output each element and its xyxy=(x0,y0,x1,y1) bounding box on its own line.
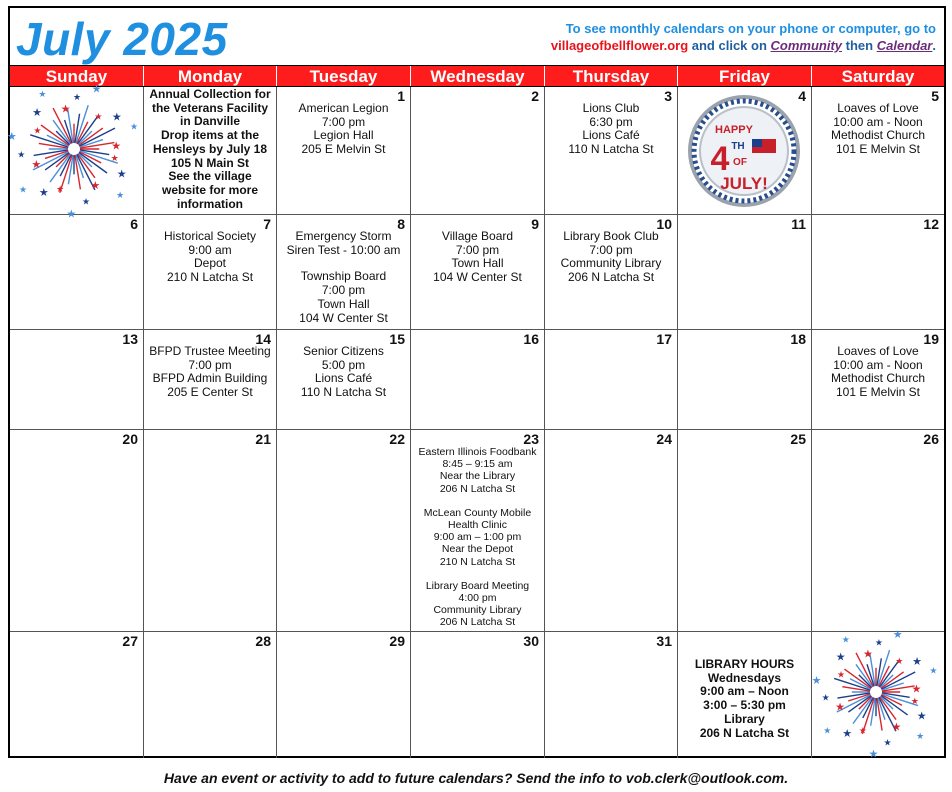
day-number: 21 xyxy=(255,431,271,447)
event-line: 110 N Latcha St xyxy=(300,385,387,400)
event-line: Loaves of Love xyxy=(837,101,919,115)
day-number: 28 xyxy=(255,633,271,649)
event-line: 104 W Center St xyxy=(299,310,388,325)
week-row xyxy=(10,430,944,632)
event-details xyxy=(146,230,274,285)
day-number: 17 xyxy=(656,331,672,347)
svg-text:★: ★ xyxy=(836,670,846,681)
event-line: 6:30 pm xyxy=(589,114,633,129)
fourth-of-july-badge xyxy=(686,93,802,214)
empty-cell xyxy=(144,87,277,214)
event-line: 206 N Latcha St xyxy=(439,482,516,495)
event-line: 9:00 am xyxy=(188,242,232,257)
empty-cell xyxy=(811,627,944,761)
svg-text:★: ★ xyxy=(91,82,102,96)
event-line: Loaves of Love xyxy=(837,344,919,358)
event-line: Annual Collection for xyxy=(149,87,271,101)
day-cell-21 xyxy=(144,430,277,631)
event-line: Depot xyxy=(193,256,227,271)
fireworks-icon xyxy=(6,82,140,221)
day-number: 25 xyxy=(790,431,806,447)
svg-text:★: ★ xyxy=(891,720,902,734)
day-number: 8 xyxy=(397,216,405,232)
weekday-wednesday: Wednesday xyxy=(411,66,545,86)
note-period: . xyxy=(932,38,936,53)
event-line: Township Board xyxy=(300,269,387,284)
event-line: 7:00 pm xyxy=(455,242,500,257)
day-number: 27 xyxy=(122,633,138,649)
day-number: 2 xyxy=(531,88,539,104)
svg-text:★: ★ xyxy=(892,627,903,641)
event-line: Methodist Church xyxy=(830,128,926,143)
event-line: 4:00 pm xyxy=(458,592,497,605)
svg-text:★: ★ xyxy=(835,700,845,714)
day-cell-12 xyxy=(812,215,944,329)
svg-text:★: ★ xyxy=(111,110,122,124)
svg-text:★: ★ xyxy=(90,179,101,193)
day-number: 7 xyxy=(263,216,271,232)
svg-text:★: ★ xyxy=(858,726,867,737)
event-details xyxy=(547,102,675,157)
event-line: Community Library xyxy=(433,604,522,617)
svg-text:★: ★ xyxy=(31,158,42,172)
event-line: Lions Club xyxy=(582,101,640,115)
day-number: 1 xyxy=(397,88,405,104)
day-number: 13 xyxy=(122,331,138,347)
event-line: 7:00 pm xyxy=(188,357,232,372)
weekday-monday: Monday xyxy=(144,66,277,86)
badge-july: JULY! xyxy=(720,174,768,193)
day-number: 4 xyxy=(798,88,806,104)
day-cell-17 xyxy=(545,330,678,429)
day-cell-31 xyxy=(545,632,678,758)
event-line: 9:00 am – 1:00 pm xyxy=(433,531,522,544)
day-number: 30 xyxy=(523,633,539,649)
event-line: Wednesdays xyxy=(707,670,782,685)
day-cell-15 xyxy=(277,330,411,429)
day-number: 14 xyxy=(255,331,271,347)
svg-text:★: ★ xyxy=(823,726,832,737)
event-line: Library Board Meeting xyxy=(425,579,530,592)
event-line: website for more xyxy=(161,182,259,197)
event-line: 5:00 pm xyxy=(321,357,366,372)
event-details xyxy=(680,658,809,740)
note-then: then xyxy=(845,38,874,53)
event-line: Lions Café xyxy=(314,371,373,386)
day-number: 10 xyxy=(656,216,672,232)
svg-text:★: ★ xyxy=(911,682,922,696)
badge-happy: HAPPY xyxy=(715,124,753,136)
day-cell-3 xyxy=(545,87,678,214)
note-and: and click on xyxy=(691,38,767,53)
event-line: Siren Test - 10:00 am xyxy=(286,242,401,257)
day-cell-28 xyxy=(144,632,277,758)
weekday-tuesday: Tuesday xyxy=(277,66,411,86)
event-line: 105 N Main St xyxy=(170,155,250,170)
week-row xyxy=(10,627,944,761)
svg-text:★: ★ xyxy=(38,89,47,100)
svg-text:★: ★ xyxy=(111,139,122,153)
event-line: Village Board xyxy=(441,229,514,243)
day-number: 20 xyxy=(122,431,138,447)
badge-four: 4 xyxy=(710,140,730,178)
day-cell-29 xyxy=(277,632,411,758)
calendar-header xyxy=(10,8,944,65)
event-line: Town Hall xyxy=(317,296,370,311)
event-line: in Danville xyxy=(179,114,241,129)
week-row xyxy=(10,330,944,430)
event-line: 10:00 am - Noon xyxy=(833,114,923,129)
event-spacer xyxy=(413,568,542,580)
weekday-friday: Friday xyxy=(678,66,812,86)
empty-cell xyxy=(6,82,144,221)
event-line: 10:00 am - Noon xyxy=(833,357,923,372)
day-cell-27 xyxy=(10,632,144,758)
event-details xyxy=(279,102,408,157)
svg-text:★: ★ xyxy=(38,185,49,199)
svg-text:★: ★ xyxy=(81,197,91,208)
day-cell-18 xyxy=(678,330,812,429)
event-details xyxy=(146,345,274,400)
event-line: the Veterans Facility xyxy=(151,100,269,115)
svg-text:★: ★ xyxy=(842,726,853,740)
day-cell-16 xyxy=(411,330,545,429)
event-line: Community Library xyxy=(560,256,662,271)
day-number: 5 xyxy=(931,88,939,104)
svg-text:★: ★ xyxy=(56,184,65,195)
svg-text:★: ★ xyxy=(60,102,71,116)
weekday-thursday: Thursday xyxy=(545,66,678,86)
event-line: Near the Depot xyxy=(441,543,514,556)
svg-text:★: ★ xyxy=(841,635,850,646)
day-cell-8 xyxy=(277,215,411,329)
event-details xyxy=(547,230,675,285)
event-line: See the village xyxy=(168,169,252,184)
event-line: 9:00 am – Noon xyxy=(700,684,789,699)
event-line: 205 E Melvin St xyxy=(301,142,386,157)
event-line: 210 N Latcha St xyxy=(439,555,516,568)
svg-text:★: ★ xyxy=(32,106,42,120)
event-line: Methodist Church xyxy=(830,371,926,386)
event-line: American Legion xyxy=(298,101,389,115)
day-cell-10 xyxy=(545,215,678,329)
day-number: 11 xyxy=(791,216,806,232)
event-line: Eastern Illinois Foodbank xyxy=(418,446,537,458)
event-line: 110 N Latcha St xyxy=(568,142,654,157)
day-cell-30 xyxy=(411,632,545,758)
event-line: 7:00 pm xyxy=(321,114,366,129)
footer-note: Have an event or activity to add to future calendars? Send the info to vob.clerk@outlook.com. xyxy=(163,770,789,786)
day-number: 6 xyxy=(130,216,138,232)
day-number: 16 xyxy=(523,331,539,347)
event-line: Town Hall xyxy=(451,256,504,271)
day-cell-5 xyxy=(812,87,944,214)
event-line: 206 N Latcha St xyxy=(699,725,790,740)
day-cell-22 xyxy=(277,430,411,631)
day-cell-19 xyxy=(812,330,944,429)
day-number: 15 xyxy=(389,331,405,347)
day-cell-6 xyxy=(10,215,144,329)
event-details xyxy=(814,345,942,400)
day-cell-9 xyxy=(411,215,545,329)
svg-text:★: ★ xyxy=(17,150,26,161)
svg-text:★: ★ xyxy=(916,731,925,742)
svg-text:★: ★ xyxy=(883,738,892,749)
event-line: McLean County Mobile xyxy=(423,506,532,519)
weekday-saturday: Saturday xyxy=(841,67,915,86)
day-cell-26 xyxy=(812,430,944,631)
website-link[interactable]: villageofbellflower.org xyxy=(550,38,689,53)
week-row xyxy=(10,215,944,330)
weekday-header xyxy=(10,65,944,87)
page-title: July 2025 xyxy=(16,13,228,65)
event-line: BFPD Trustee Meeting xyxy=(149,344,271,358)
event-details xyxy=(279,230,408,325)
event-line: Emergency Storm xyxy=(295,229,392,243)
weekday-sunday: Sunday xyxy=(10,66,144,86)
community-link[interactable]: Community xyxy=(770,38,843,53)
svg-text:★: ★ xyxy=(18,185,28,196)
event-line: BFPD Admin Building xyxy=(152,371,268,386)
svg-text:★: ★ xyxy=(110,154,119,165)
svg-text:★: ★ xyxy=(6,130,17,144)
svg-text:★: ★ xyxy=(912,655,922,669)
badge-th: TH xyxy=(731,141,745,152)
svg-text:★: ★ xyxy=(835,650,846,664)
calendar-link[interactable]: Calendar xyxy=(876,38,933,53)
event-line: Health Clinic xyxy=(448,519,507,532)
svg-text:★: ★ xyxy=(863,647,873,661)
event-line: 7:00 pm xyxy=(589,242,633,257)
empty-cell xyxy=(678,632,812,758)
note-line-1: To see monthly calendars on your phone or computer, go to xyxy=(565,21,936,36)
svg-text:★: ★ xyxy=(73,93,82,104)
svg-text:★: ★ xyxy=(874,638,883,649)
day-number: 31 xyxy=(656,633,672,649)
svg-text:★: ★ xyxy=(895,656,904,667)
week-row xyxy=(6,82,944,221)
day-cell-11 xyxy=(678,215,812,329)
day-cell-25 xyxy=(678,430,812,631)
day-cell-23 xyxy=(411,430,545,631)
calendar-grid xyxy=(6,82,944,761)
svg-text:★: ★ xyxy=(916,709,927,723)
svg-text:★: ★ xyxy=(116,167,127,181)
event-line: information xyxy=(177,196,243,211)
day-number: 3 xyxy=(664,88,672,104)
day-cell-14 xyxy=(144,330,277,429)
event-line: Lions Café xyxy=(582,128,640,143)
event-details xyxy=(814,102,942,157)
day-cell-13 xyxy=(10,330,144,429)
event-line: Library Book Club xyxy=(563,229,659,243)
day-cell-24 xyxy=(545,430,678,631)
event-line: 101 E Melvin St xyxy=(835,142,921,157)
event-details xyxy=(279,345,408,400)
day-number: 22 xyxy=(389,431,405,447)
event-line: 7:00 pm xyxy=(321,283,366,298)
day-cell-7 xyxy=(144,215,277,329)
event-line: LIBRARY HOURS xyxy=(694,657,795,671)
day-number: 26 xyxy=(923,431,939,447)
svg-text:★: ★ xyxy=(868,747,879,761)
event-line: Hensleys by July 18 xyxy=(152,141,268,156)
badge-of: OF xyxy=(733,157,747,168)
event-line: Legion Hall xyxy=(313,128,374,143)
svg-text:★: ★ xyxy=(821,693,830,704)
event-details xyxy=(413,446,542,629)
day-number: 18 xyxy=(790,331,806,347)
day-number: 19 xyxy=(923,331,939,347)
event-line: Drop items at the xyxy=(160,128,259,143)
event-line: 104 W Center St xyxy=(433,270,522,285)
day-cell-1 xyxy=(277,87,411,214)
day-number: 29 xyxy=(389,633,405,649)
event-spacer xyxy=(413,495,542,507)
svg-text:★: ★ xyxy=(929,666,938,677)
event-details xyxy=(146,88,274,211)
day-number: 24 xyxy=(656,431,672,447)
event-line: 206 N Latcha St xyxy=(439,616,516,629)
event-line: 101 E Melvin St xyxy=(835,385,921,400)
svg-text:★: ★ xyxy=(66,207,77,221)
day-number: 23 xyxy=(523,431,539,447)
day-number: 12 xyxy=(923,216,939,232)
event-line: 210 N Latcha St xyxy=(166,270,254,285)
event-line: 8:45 – 9:15 am xyxy=(442,458,513,471)
svg-text:★: ★ xyxy=(116,190,125,201)
event-line: 3:00 – 5:30 pm xyxy=(703,698,786,713)
event-line: Near the Library xyxy=(439,470,516,483)
fireworks-icon xyxy=(811,627,942,761)
svg-text:★: ★ xyxy=(33,126,42,137)
event-line: Library xyxy=(724,711,765,726)
day-number: 9 xyxy=(531,216,539,232)
calendar-frame xyxy=(6,6,946,761)
event-details xyxy=(413,230,542,285)
svg-text:★: ★ xyxy=(910,696,919,707)
event-line: Historical Society xyxy=(163,229,257,243)
day-cell-20 xyxy=(10,430,144,631)
calendar-info-note xyxy=(466,20,936,54)
svg-text:★: ★ xyxy=(811,673,822,687)
day-cell-2 xyxy=(411,87,545,214)
svg-text:★: ★ xyxy=(130,122,139,133)
event-line: 206 N Latcha St xyxy=(567,270,655,285)
day-cell-4 xyxy=(678,87,812,214)
svg-text:★: ★ xyxy=(94,112,103,123)
event-line: 205 E Center St xyxy=(167,385,253,400)
event-line: Senior Citizens xyxy=(303,344,384,358)
